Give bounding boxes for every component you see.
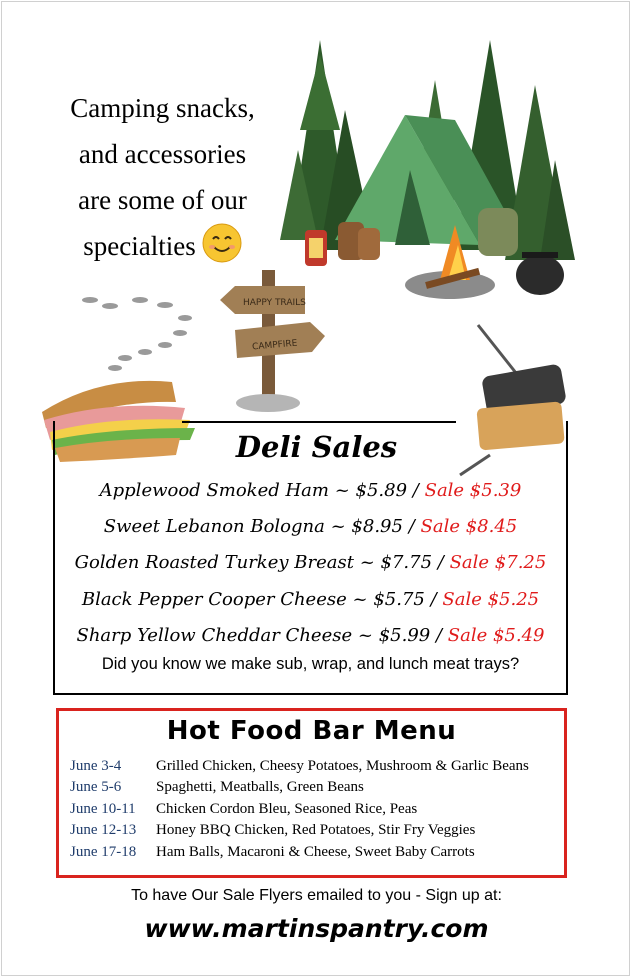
hot-food-date: June 3-4 — [70, 758, 122, 774]
item-name: Sharp Yellow Cheddar Cheese — [76, 625, 353, 646]
hot-food-date: June 12-13 — [70, 822, 137, 838]
deli-item — [55, 552, 566, 573]
item-sale: Sale $5.39 — [424, 480, 522, 501]
item-price: $7.75 — [380, 552, 433, 573]
hot-food-menu: Grilled Chicken, Cheesy Potatoes, Mushroom & Garlic Beans — [156, 758, 529, 774]
item-price: $8.95 — [351, 516, 403, 537]
sign-happy-trails: HAPPY TRAILS — [243, 298, 306, 308]
item-sale: Sale $8.45 — [420, 516, 518, 537]
hot-food-date: June 17-18 — [70, 844, 137, 860]
hot-food-date: June 10-11 — [70, 801, 136, 817]
item-price: $5.75 — [373, 589, 425, 610]
footprints-illustration — [82, 297, 192, 371]
slash: / — [408, 516, 415, 537]
item-sale: Sale $7.25 — [449, 552, 547, 573]
separator: ~ — [357, 625, 373, 646]
website-link[interactable]: www.martinspantry.com — [144, 914, 489, 943]
intro-line-1: Camping snacks, — [70, 93, 255, 123]
hot-food-menu: Ham Balls, Macaroni & Cheese, Sweet Baby Carrots — [156, 844, 475, 860]
item-price: $5.99 — [378, 625, 431, 646]
deli-item — [55, 589, 566, 610]
intro-line-4: specialties — [83, 231, 196, 261]
hot-food-title: Hot Food Bar Menu — [166, 716, 457, 746]
hot-food-menu: Chicken Cordon Bleu, Seasoned Rice, Peas — [156, 801, 418, 817]
intro-line-2: and accessories — [78, 139, 247, 169]
item-name: Applewood Smoked Ham — [99, 480, 329, 501]
sign-campfire: CAMPFIRE — [251, 338, 298, 353]
hot-food-date: June 5-6 — [70, 779, 122, 795]
item-sale: Sale $5.25 — [442, 589, 540, 610]
deli-top-line — [182, 421, 456, 423]
intro-line-3: are some of our — [78, 185, 247, 215]
deli-item — [55, 516, 566, 537]
signup-text: To have Our Sale Flyers emailed to you - Sign up at: — [131, 887, 502, 904]
signpost-illustration — [220, 270, 325, 412]
separator: ~ — [334, 480, 350, 501]
item-name: Sweet Lebanon Bologna — [103, 516, 325, 537]
item-name: Black Pepper Cooper Cheese — [81, 589, 347, 610]
deli-note: Did you know we make sub, wrap, and lunch meat trays? — [101, 655, 520, 673]
slash: / — [412, 480, 419, 501]
deli-item — [55, 625, 566, 646]
deli-title: Deli Sales — [235, 430, 398, 464]
separator: ~ — [330, 516, 346, 537]
separator: ~ — [352, 589, 368, 610]
item-name: Golden Roasted Turkey Breast — [74, 552, 354, 573]
deli-item — [55, 480, 566, 501]
camp-scene-illustration — [0, 0, 633, 479]
hot-food-menu: Honey BBQ Chicken, Red Potatoes, Stir Fry Veggies — [156, 822, 476, 838]
item-price: $5.89 — [355, 480, 408, 501]
hot-food-menu: Spaghetti, Meatballs, Green Beans — [156, 779, 364, 795]
slash: / — [435, 625, 443, 646]
slash: / — [437, 552, 444, 573]
item-sale: Sale $5.49 — [447, 625, 545, 646]
slash: / — [430, 589, 437, 610]
separator: ~ — [359, 552, 375, 573]
